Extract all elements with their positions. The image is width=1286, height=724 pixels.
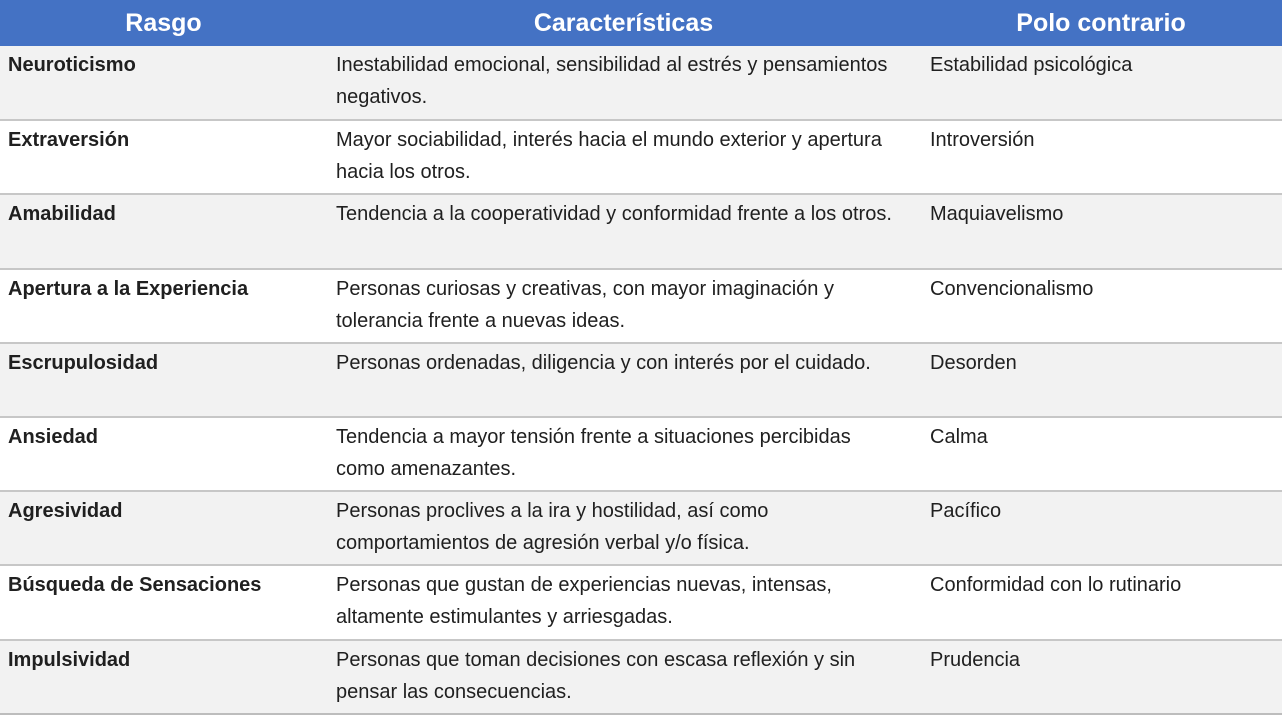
table-row [0, 46, 1282, 120]
characteristics-cell: Mayor sociabilidad, interés hacia el mundo exterior y apertura hacia los otros. [327, 120, 920, 194]
table-row [0, 491, 1282, 565]
trait-cell: Apertura a la Experiencia [0, 269, 327, 343]
trait-cell: Búsqueda de Sensaciones [0, 565, 327, 639]
trait-cell: Ansiedad [0, 417, 327, 491]
trait-cell: Agresividad [0, 491, 327, 565]
table-row [0, 120, 1282, 194]
trait-cell: Escrupulosidad [0, 343, 327, 417]
table-row [0, 269, 1282, 343]
header-opposite-pole: Polo contrario [1016, 8, 1186, 37]
table-row [0, 640, 1282, 714]
table-header-row [0, 0, 1282, 46]
trait-cell: Extraversión [0, 120, 327, 194]
trait-cell: Neuroticismo [8, 54, 136, 76]
table-row [0, 194, 1282, 268]
header-trait: Rasgo [125, 8, 202, 37]
opposite-pole-cell: Estabilidad psicológica [930, 54, 1133, 76]
characteristics-cell: Tendencia a mayor tensión frente a situaciones percibidas como amenazantes. [327, 417, 920, 491]
opposite-pole-cell: Maquiavelismo [920, 194, 1282, 268]
opposite-pole-cell: Calma [920, 417, 1282, 491]
trait-cell: Impulsividad [0, 640, 327, 714]
characteristics-cell: Inestabilidad emocional, sensibilidad al estrés y pensamientos negativos. [336, 54, 888, 108]
opposite-pole-cell: Convencionalismo [920, 269, 1282, 343]
opposite-pole-cell: Prudencia [920, 640, 1282, 714]
table-row [0, 565, 1282, 639]
opposite-pole-cell: Introversión [920, 120, 1282, 194]
characteristics-cell: Personas que toman decisiones con escasa reflexión y sin pensar las consecuencias. [327, 640, 920, 714]
opposite-pole-cell: Conformidad con lo rutinario [920, 565, 1282, 639]
characteristics-cell: Personas proclives a la ira y hostilidad, así como comportamientos de agresión verbal y/o física. [327, 491, 920, 565]
opposite-pole-cell: Desorden [920, 343, 1282, 417]
trait-cell: Amabilidad [0, 194, 327, 268]
table-row [0, 417, 1282, 491]
header-characteristics: Características [533, 8, 714, 37]
table-row [0, 343, 1282, 417]
characteristics-cell: Personas curiosas y creativas, con mayor imaginación y tolerancia frente a nuevas ideas. [327, 269, 920, 343]
characteristics-cell: Tendencia a la cooperatividad y conformidad frente a los otros. [327, 194, 920, 268]
opposite-pole-cell: Pacífico [920, 491, 1282, 565]
characteristics-cell: Personas ordenadas, diligencia y con interés por el cuidado. [327, 343, 920, 417]
characteristics-cell: Personas que gustan de experiencias nuevas, intensas, altamente estimulantes y arriesgadas. [327, 565, 920, 639]
